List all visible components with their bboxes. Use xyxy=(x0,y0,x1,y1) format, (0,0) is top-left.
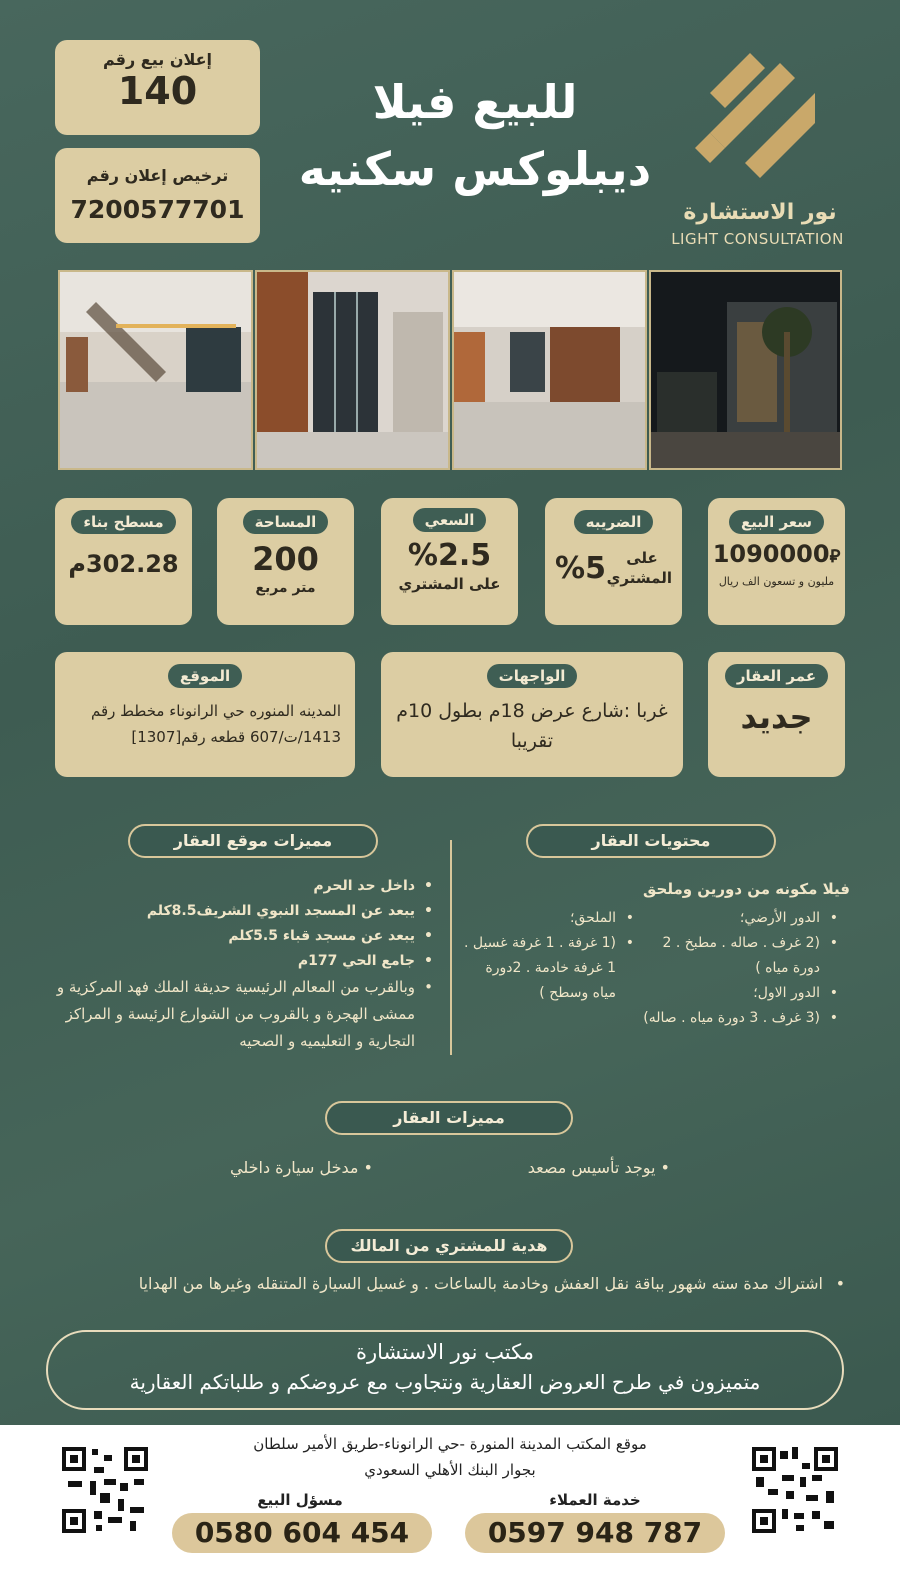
page-title-line2: ديبلوكس سكنيه xyxy=(298,142,652,196)
list-item: • (2 غرف . صاله . مطبخ . 2 دورة مياه ) xyxy=(640,931,840,981)
property-features-header: مميزات العقار xyxy=(325,1101,573,1135)
stat-tax-label: الضريبه xyxy=(574,510,654,534)
location-features-header: مميزات موقع العقار xyxy=(128,824,378,858)
footer xyxy=(0,1425,900,1574)
ad-number: 140 xyxy=(117,69,198,113)
stat-commission-label: السعي xyxy=(413,508,487,532)
brand-logo-icon xyxy=(690,38,830,198)
info-age xyxy=(708,652,845,777)
list-item: • الدور الأرضي؛ xyxy=(640,906,840,931)
sales-label: مسؤل البيع xyxy=(257,1491,343,1509)
list-item: • وبالقرب من المعالم الرئيسية حديقة الملك فهد المركزية و ممشى الهجرة و بالقروب من الشوارع الرئيسة و المراكز التجارية و التعليميه و الصحيه xyxy=(55,974,435,1055)
stat-price-label: سعر البيع xyxy=(729,510,824,534)
list-item: • (3 غرف . 3 دورة مياه . صاله) xyxy=(640,1006,840,1031)
sales-phone[interactable]: 0580 604 454 xyxy=(172,1513,432,1553)
photo-exterior-image xyxy=(649,272,840,470)
qr-code-right[interactable] xyxy=(750,1445,840,1535)
stat-tax xyxy=(545,498,682,625)
contents-intro: فيلا مكونه من دورين وملحق xyxy=(642,880,850,898)
info-location-value: المدينه المنوره حي الرانوناء مخطط رقم 1413/ت/607 قطعه رقم[1307] xyxy=(91,702,341,746)
list-item: • جامع الحي 177م xyxy=(55,949,435,974)
stat-commission xyxy=(381,498,518,625)
list-item: • يوجد تأسيس مصعد xyxy=(527,1158,670,1177)
ad-number-box xyxy=(55,40,260,135)
price-value: 1090000 xyxy=(712,540,830,568)
gift-text xyxy=(50,1270,845,1298)
photo-exterior-night xyxy=(649,270,842,470)
stat-tax-value: %5 xyxy=(555,550,606,586)
stat-price-value xyxy=(708,540,845,568)
photo-living-room xyxy=(452,270,647,470)
list-item: • الملحق؛ xyxy=(458,906,636,931)
location-features-list xyxy=(55,874,435,1055)
stat-area-sub: متر مربع xyxy=(255,580,316,596)
brand-logo xyxy=(690,38,830,198)
office-tagline: متميزون في طرح العروض العقارية ونتجاوب مع عروضكم و طلباتكم العقارية xyxy=(129,1370,761,1394)
contents-header: محتويات العقار xyxy=(526,824,776,858)
footer-address-line2: بجوار البنك الأهلي السعودي xyxy=(364,1461,536,1479)
info-age-value: جديد xyxy=(740,698,813,736)
info-facades-value: غربا :شارع عرض 18م بطول 10م تقريبا xyxy=(396,700,668,752)
info-facades xyxy=(381,652,683,777)
stat-area-value: 200 xyxy=(252,540,319,578)
license-label: ترخيص إعلان رقم xyxy=(86,166,229,185)
photo-staircase-hall xyxy=(58,270,253,470)
column-divider xyxy=(450,840,452,1055)
stat-built-area-label: مسطح بناء xyxy=(71,510,175,534)
stat-built-area-value: 302.28م xyxy=(68,550,179,578)
qr-code-left[interactable] xyxy=(60,1445,150,1535)
photo-entrance-image xyxy=(255,272,448,470)
stat-area xyxy=(217,498,354,625)
list-item: • (1 غرفة . 1 غرفة غسيل . 1 غرفة خادمة . 2دورة مياه وسطح ) xyxy=(458,931,636,1006)
list-item: • يبعد عن مسجد قباء 5.5كلم xyxy=(55,924,435,949)
contents-list-right xyxy=(640,906,840,1031)
stat-price xyxy=(708,498,845,625)
customer-service-label: خدمة العملاء xyxy=(549,1491,641,1509)
list-item: • مدخل سيارة داخلي xyxy=(230,1158,373,1177)
stat-commission-value: %2.5 xyxy=(407,538,492,573)
brand-name: نور الاستشارة xyxy=(683,200,837,225)
ad-number-label: إعلان بيع رقم xyxy=(102,50,213,69)
contents-list-left xyxy=(458,906,636,1006)
bullet-icon: • xyxy=(835,1274,845,1293)
currency-icon: ⃁ xyxy=(829,546,841,567)
list-item: • الدور الاول؛ xyxy=(640,981,840,1006)
gift-header: هدية للمشتري من المالك xyxy=(325,1229,573,1263)
property-features-list xyxy=(230,1158,670,1177)
customer-service-phone[interactable]: 0597 948 787 xyxy=(465,1513,725,1553)
page-title-line1: للبيع فيلا xyxy=(372,75,578,129)
office-box xyxy=(46,1330,844,1410)
info-facades-label: الواجهات xyxy=(487,664,578,688)
photo-entrance-door xyxy=(255,270,450,470)
stat-tax-sub: على المشتري xyxy=(606,549,672,587)
photo-living-image xyxy=(452,272,645,470)
footer-address-line1: موقع المكتب المدينة المنورة -حي الرانوناء-طريق الأمير سلطان xyxy=(253,1435,647,1453)
list-item: • داخل حد الحرم xyxy=(55,874,435,899)
stat-area-label: المساحة xyxy=(243,510,329,534)
info-location-label: الموقع xyxy=(168,664,242,688)
stat-built-area xyxy=(55,498,192,625)
license-box xyxy=(55,148,260,243)
photo-staircase-image xyxy=(58,272,251,470)
stat-commission-sub: على المشتري xyxy=(398,575,501,593)
office-name: مكتب نور الاستشارة xyxy=(355,1340,534,1364)
stat-price-sub: مليون و تسعون الف ريال xyxy=(718,575,835,588)
brand-name-en: LIGHT CONSULTATION xyxy=(671,230,844,248)
qr-code-icon xyxy=(750,1445,840,1535)
license-number: 7200577701 xyxy=(70,195,245,224)
list-item: • يبعد عن المسجد النبوي الشريف8.5كلم xyxy=(55,899,435,924)
qr-code-icon xyxy=(60,1445,150,1535)
gift-description: اشتراك مدة سته شهور بباقة نقل العفش وخادمة بالساعات . و غسيل السيارة المتنقله وغيرها من الهدايا xyxy=(138,1274,823,1293)
info-age-label: عمر العقار xyxy=(725,664,828,688)
info-location xyxy=(55,652,355,777)
